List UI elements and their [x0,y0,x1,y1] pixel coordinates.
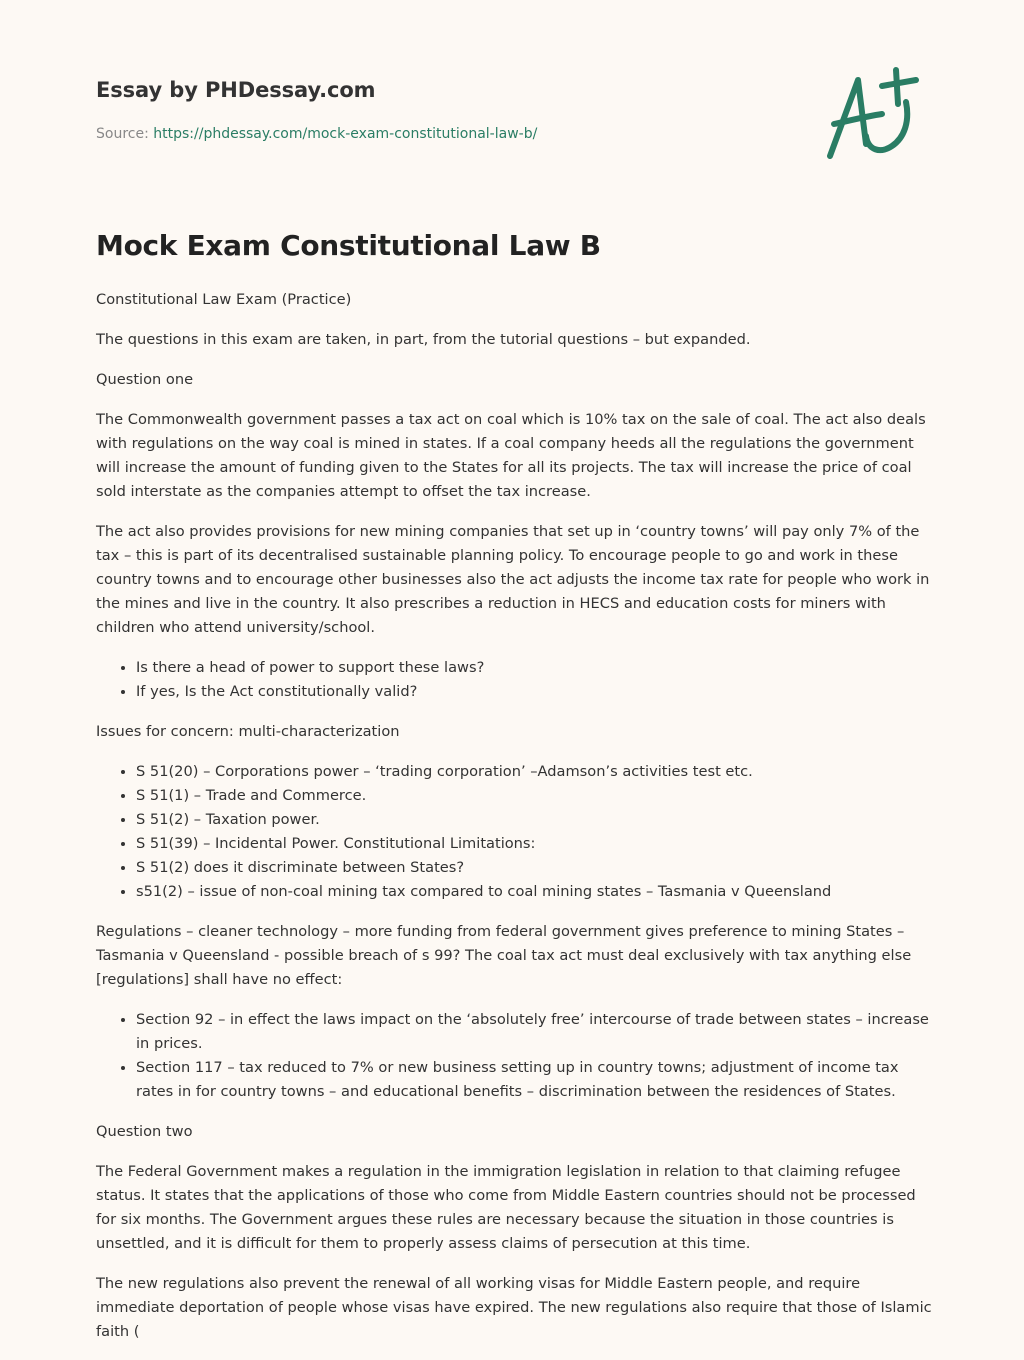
question-one-heading: Question one [96,371,194,388]
page-title: Mock Exam Constitutional Law B [96,229,601,262]
question-one-list [96,656,936,704]
issues-list [96,760,936,904]
list-item: • If yes, Is the Act constitutionally valid? [136,680,936,704]
source-line [96,124,936,144]
question-one-paragraph-2: The act also provides provisions for new mining companies that set up in ‘country towns’ will pay only 7% of the tax – this is part of its decentralised sustainable planning policy. To encourage people to go and work in these country towns and to encourage other businesses also the act adjusts the income tax rate for people who work in the mines and live in the country. It also prescribes a reduction in HECS and education costs for miners with children who attend university/school. [96,523,930,636]
a-plus-grade-icon [822,66,932,166]
question-two-paragraph-2: The new regulations also prevent the renewal of all working visas for Middle Eastern people, and require immediate deportation of people whose visas have expired. The new regulations also require that those of Islamic faith ( [96,1275,932,1340]
sections-list [96,1008,936,1104]
article-body [96,226,936,1360]
list-item: • S 51(2) – Taxation power. [136,808,936,832]
list-item: • S 51(1) – Trade and Commerce. [136,784,936,808]
brand-title: Essay by PHDessay.com [96,78,376,102]
list-item: • Is there a head of power to support these laws? [136,656,936,680]
question-two-paragraph-1: The Federal Government makes a regulation in the immigration legislation in relation to that claiming refugee status. It states that the applications of those who come from Middle Eastern countries should not be processed for six months. The Government argues these rules are necessary because the situation in those countries is unsettled, and it is difficult for them to properly assess claims of persecution at this time. [96,1163,916,1252]
source-link[interactable]: https://phdessay.com/mock-exam-constitutional-law-b/ [153,126,538,142]
list-item: • s51(2) – issue of non-coal mining tax compared to coal mining states – Tasmania v Queensland [136,880,936,904]
exam-subtitle: Constitutional Law Exam (Practice) [96,291,352,308]
intro-paragraph: The questions in this exam are taken, in part, from the tutorial questions – but expanded. [96,331,751,348]
list-item: • Section 117 – tax reduced to 7% or new business setting up in country towns; adjustment of income tax rates in for country towns – and educational benefits – discrimination between the residences of States. [136,1056,936,1104]
question-two-heading: Question two [96,1123,193,1140]
list-item: • Section 92 – in effect the laws impact on the ‘absolutely free’ intercourse of trade between states – increase in prices. [136,1008,936,1056]
list-item: • S 51(39) – Incidental Power. Constitutional Limitations: [136,832,936,856]
list-item: • S 51(20) – Corporations power – ‘trading corporation’ –Adamson’s activities test etc. [136,760,936,784]
question-one-paragraph-1: The Commonwealth government passes a tax act on coal which is 10% tax on the sale of coal. The act also deals with regulations on the way coal is mined in states. If a coal company heeds all the regulations the government will increase the amount of funding given to the States for all its projects. The tax will increase the price of coal sold interstate as the companies attempt to offset the tax increase. [96,411,926,500]
page-header [96,74,936,144]
source-label: Source: [96,126,154,142]
list-item: • S 51(2) does it discriminate between States? [136,856,936,880]
issues-heading: Issues for concern: multi-characterization [96,723,400,740]
regulations-paragraph: Regulations – cleaner technology – more funding from federal government gives preference to mining States – Tasmania v Queensland - possible breach of s 99? The coal tax act must deal exclusively with tax anything else [regulations] shall have no effect: [96,923,912,988]
